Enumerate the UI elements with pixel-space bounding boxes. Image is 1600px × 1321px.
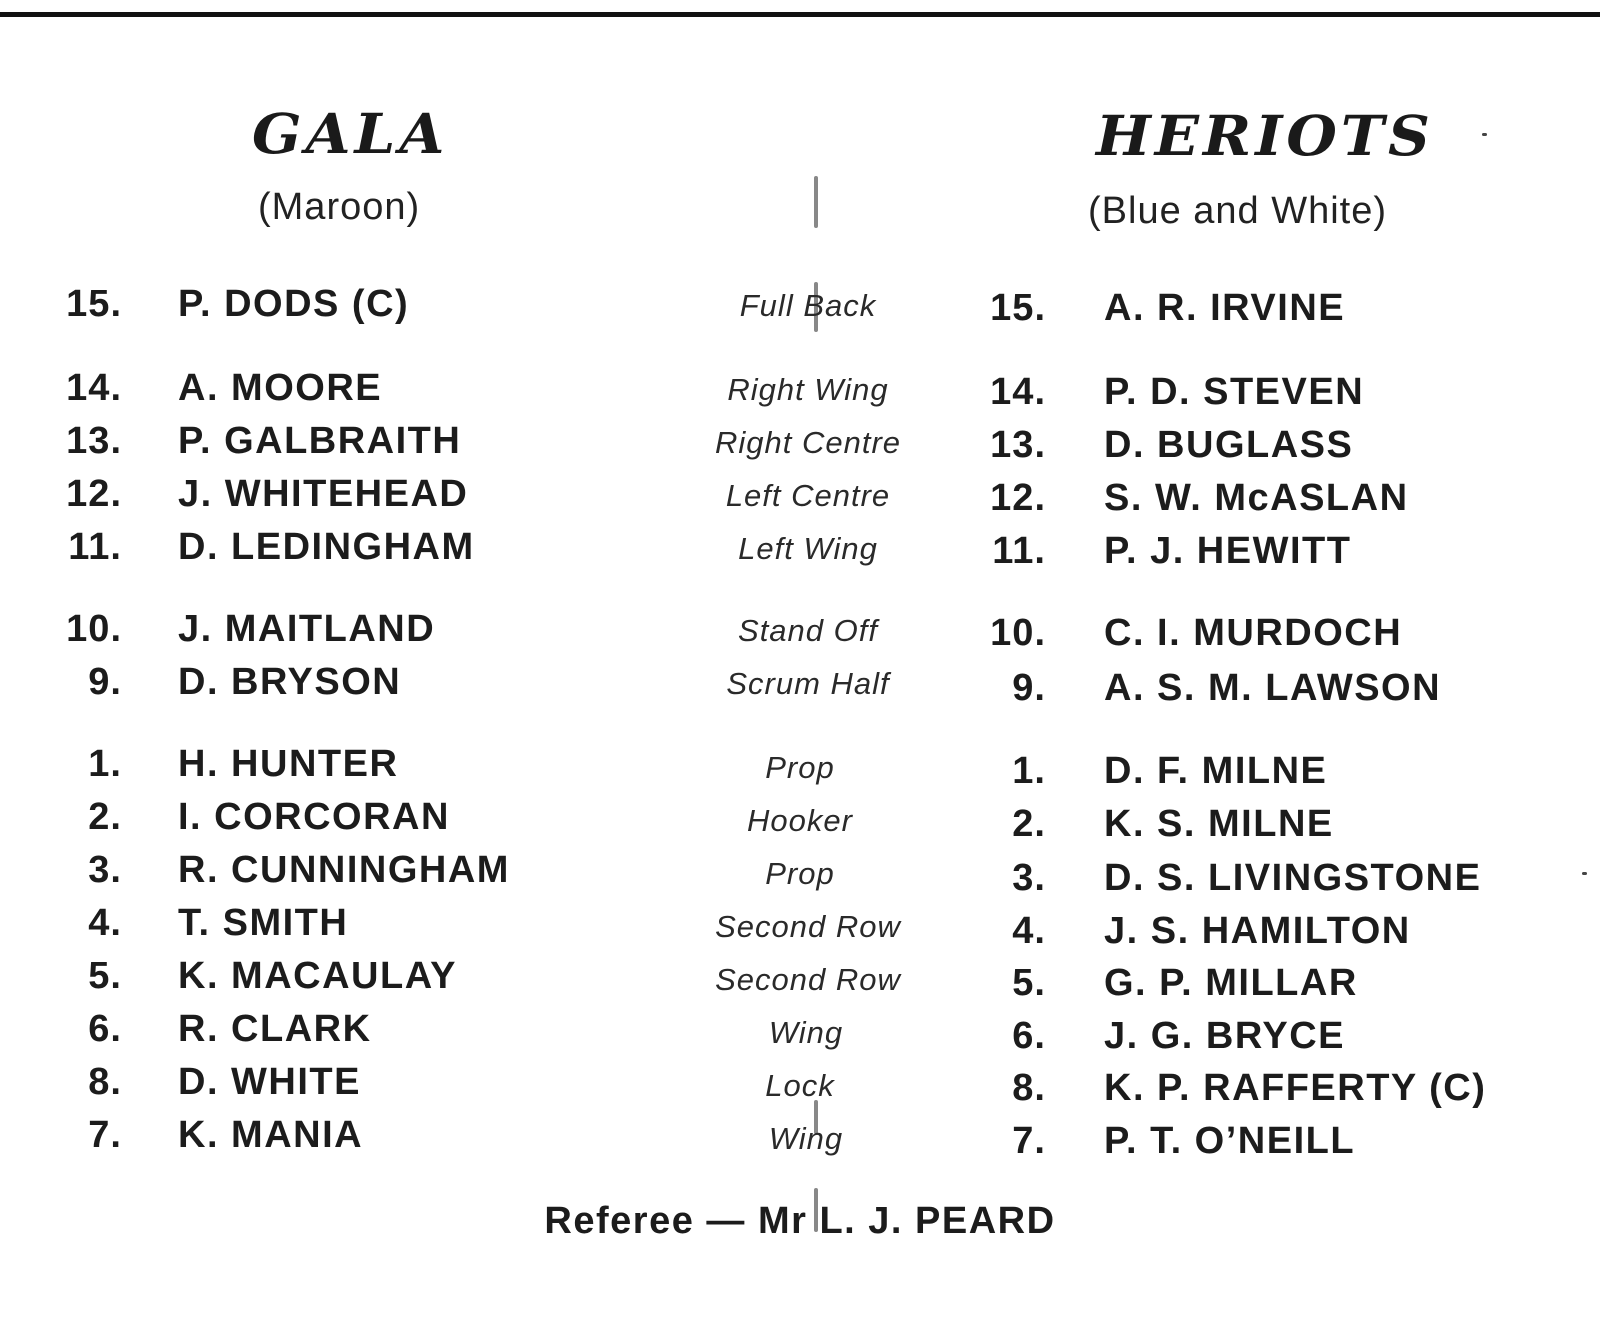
- away-player-number: 11.: [992, 530, 1046, 572]
- home-player-number: 10.: [66, 608, 122, 650]
- away-team-colours: (Blue and White): [1088, 190, 1388, 232]
- home-player-name: P. GALBRAITH: [178, 420, 462, 462]
- home-player-number: 3.: [88, 849, 122, 891]
- away-player-name: P. J. HEWITT: [1104, 530, 1352, 572]
- home-player-name: R. CUNNINGHAM: [178, 849, 510, 891]
- referee-line: Referee — Mr L. J. PEARD: [544, 1200, 1056, 1242]
- away-player-name: D. BUGLASS: [1104, 424, 1354, 466]
- home-player-number: 13.: [66, 420, 122, 462]
- staple-mark: [814, 176, 818, 228]
- position-label: Prop: [765, 856, 835, 891]
- away-player-name: P. T. O’NEILL: [1104, 1120, 1356, 1162]
- home-player-name: I. CORCORAN: [178, 796, 450, 838]
- top-rule: [0, 12, 1600, 17]
- home-player-name: D. BRYSON: [178, 661, 402, 703]
- away-player-name: D. S. LIVINGSTONE: [1104, 857, 1482, 899]
- away-player-number: 15.: [990, 287, 1046, 329]
- home-player-name: R. CLARK: [178, 1008, 372, 1050]
- home-player-name: T. SMITH: [178, 902, 349, 944]
- away-player-number: 4.: [1012, 910, 1046, 952]
- away-player-number: 12.: [990, 477, 1046, 519]
- away-player-name: G. P. MILLAR: [1104, 962, 1358, 1004]
- speck-mark: [1582, 872, 1587, 875]
- home-player-number: 15.: [66, 283, 122, 325]
- home-player-number: 9.: [88, 661, 122, 703]
- home-player-number: 5.: [88, 955, 122, 997]
- away-player-name: K. P. RAFFERTY (C): [1104, 1067, 1487, 1109]
- home-player-number: 2.: [88, 796, 122, 838]
- speck-mark: [1482, 133, 1487, 136]
- position-label: Lock: [765, 1068, 835, 1103]
- home-player-number: 6.: [88, 1008, 122, 1050]
- home-player-name: D. WHITE: [178, 1061, 361, 1103]
- position-label: Right Centre: [714, 425, 902, 460]
- away-player-name: K. S. MILNE: [1104, 803, 1334, 845]
- away-player-number: 2.: [1012, 803, 1046, 845]
- away-player-number: 8.: [1012, 1067, 1046, 1109]
- home-player-number: 4.: [88, 902, 122, 944]
- position-label: Right Wing: [727, 372, 889, 407]
- home-player-number: 14.: [66, 367, 122, 409]
- home-team-colours: (Maroon): [258, 186, 421, 228]
- away-player-number: 14.: [990, 371, 1046, 413]
- away-player-name: A. S. M. LAWSON: [1104, 667, 1442, 709]
- away-player-name: P. D. STEVEN: [1104, 371, 1365, 413]
- position-label: Full Back: [739, 288, 877, 323]
- away-player-number: 5.: [1012, 962, 1046, 1004]
- position-label: Left Wing: [738, 531, 878, 566]
- home-player-name: K. MACAULAY: [178, 955, 457, 997]
- away-player-number: 7.: [1012, 1120, 1046, 1162]
- position-label: Left Centre: [725, 478, 891, 513]
- away-player-number: 10.: [990, 612, 1046, 654]
- home-player-number: 7.: [88, 1114, 122, 1156]
- away-player-number: 9.: [1012, 667, 1046, 709]
- position-label: Wing: [768, 1015, 844, 1050]
- away-player-number: 3.: [1012, 857, 1046, 899]
- away-player-name: J. G. BRYCE: [1104, 1015, 1346, 1057]
- position-label: Wing: [768, 1121, 844, 1156]
- home-player-name: H. HUNTER: [178, 743, 399, 785]
- away-player-name: A. R. IRVINE: [1104, 287, 1346, 329]
- position-label: Scrum Half: [726, 666, 890, 701]
- home-player-number: 1.: [88, 743, 122, 785]
- home-player-name: P. DODS (C): [178, 283, 410, 325]
- home-player-name: J. MAITLAND: [178, 608, 436, 650]
- away-player-name: D. F. MILNE: [1104, 750, 1328, 792]
- away-team-name: HERIOTS: [1096, 103, 1434, 169]
- away-player-number: 1.: [1012, 750, 1046, 792]
- away-player-name: J. S. HAMILTON: [1104, 910, 1411, 952]
- position-label: Stand Off: [738, 613, 878, 648]
- position-label: Prop: [765, 750, 835, 785]
- home-player-name: J. WHITEHEAD: [178, 473, 469, 515]
- home-team-name: GALA: [252, 101, 449, 167]
- home-player-number: 11.: [68, 526, 122, 568]
- position-label: Second Row: [715, 909, 901, 944]
- away-player-name: S. W. McASLAN: [1104, 477, 1409, 519]
- away-player-number: 6.: [1012, 1015, 1046, 1057]
- home-player-number: 12.: [66, 473, 122, 515]
- home-player-number: 8.: [88, 1061, 122, 1103]
- home-player-name: D. LEDINGHAM: [178, 526, 475, 568]
- home-player-name: A. MOORE: [178, 367, 383, 409]
- home-player-name: K. MANIA: [178, 1114, 364, 1156]
- away-player-name: C. I. MURDOCH: [1104, 612, 1403, 654]
- away-player-number: 13.: [990, 424, 1046, 466]
- position-label: Second Row: [715, 962, 901, 997]
- position-label: Hooker: [747, 803, 853, 838]
